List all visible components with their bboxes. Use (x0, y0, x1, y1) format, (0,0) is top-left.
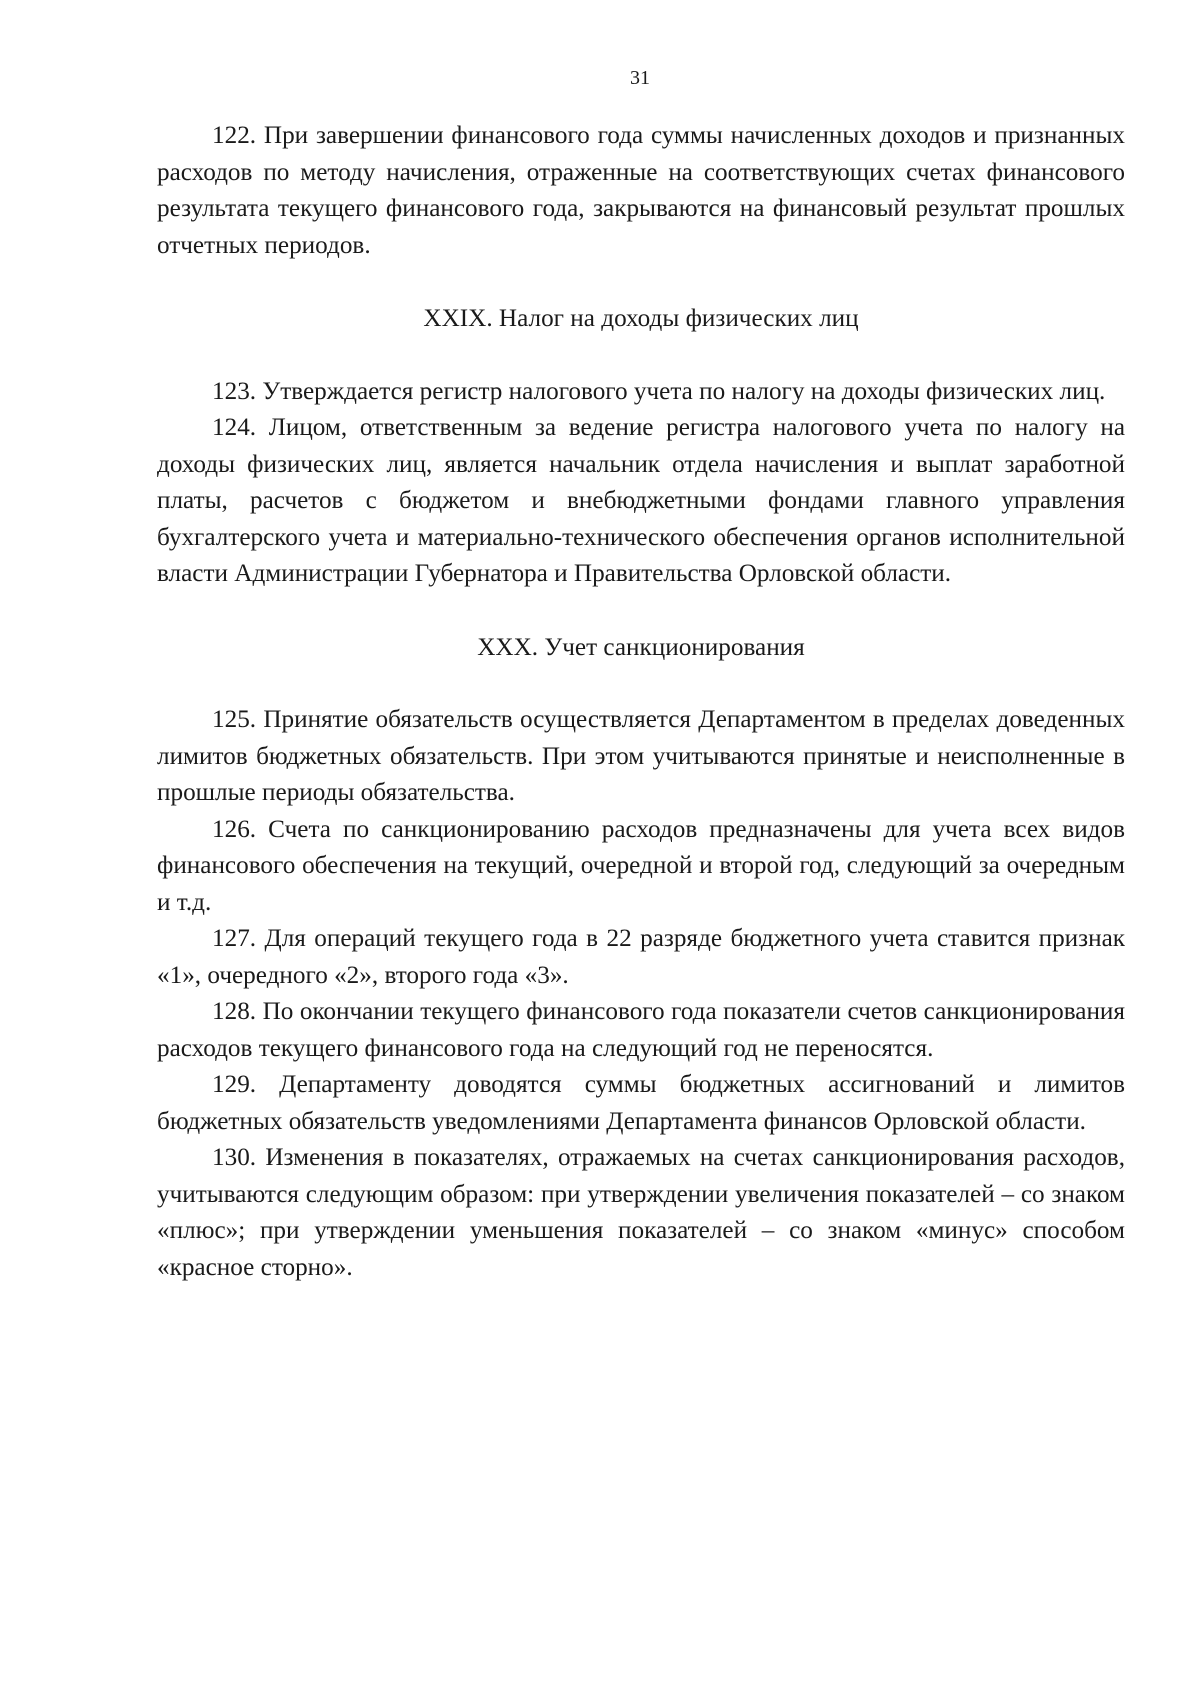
paragraph-123: 123. Утверждается регистр налогового учета по налогу на доходы физических лиц. (212, 377, 1106, 405)
page-number: 31 (630, 67, 650, 89)
section-heading-xxix: XXIX. Налог на доходы физических лиц (423, 305, 859, 332)
paragraph-130: 130. Изменения в показателях, отражаемых на счетах санкционирования расходов, учитываются следующим образом: при утверждении увеличения показателей – со знаком «плюс»; при утверждении уменьшения показателей – со знаком «минус» способом «красное сторно». (157, 1144, 1125, 1281)
spacer (157, 666, 1125, 702)
paragraph-126: 126. Счета по санкционированию расходов предназначены для учета всех видов финансового обеспечения на текущий, очередной и второй год, следующий за очередным и т.д. (157, 815, 1125, 916)
section-heading-xxx: XXX. Учет санкционирования (477, 633, 805, 661)
spacer (157, 338, 1125, 374)
paragraph-124: 124. Лицом, ответственным за ведение регистра налогового учета по налогу на доходы физических лиц, является начальник отдела начисления и выплат заработной платы, расчетов с бюджетом и внебюджетными фондами главного управления бухгалтерского учета и материально-технического обеспечения органов исполнительной власти Администрации Губернатора и Правительства Орловской области. (157, 414, 1125, 587)
document-body (157, 118, 1125, 1286)
paragraph-129: 129. Департаменту доводятся суммы бюджетных ассигнований и лимитов бюджетных обязательств уведомлениями Департамента финансов Орловской области. (157, 1071, 1125, 1135)
paragraph-125: 125. Принятие обязательств осуществляется Департаментом в пределах доведенных лимитов бюджетных обязательств. При этом учитываются принятые и неисполненные в прошлые периоды обязательства. (157, 706, 1125, 806)
paragraph-128: 128. По окончании текущего финансового года показатели счетов санкционирования расходов текущего финансового года на следующий год не переносятся. (157, 998, 1125, 1062)
spacer (157, 264, 1125, 301)
paragraph-127: 127. Для операций текущего года в 22 разряде бюджетного учета ставится признак «1», очередного «2», второго года «3». (157, 925, 1125, 989)
spacer (157, 593, 1125, 630)
paragraph-122: 122. При завершении финансового года суммы начисленных доходов и признанных расходов по методу начисления, отраженные на соответствующих счетах финансового результата текущего финансового года, закрываются на финансовый результат прошлых отчетных периодов. (157, 122, 1125, 259)
